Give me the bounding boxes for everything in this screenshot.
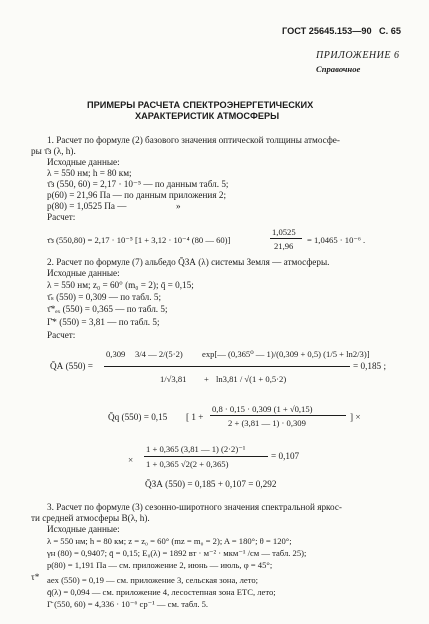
ex1-given-3: p(60) = 21,96 Па — по данным приложения 2;	[47, 190, 226, 200]
ex3-given-label: Исходные данные:	[47, 524, 120, 534]
qq2-times: ×	[128, 455, 134, 465]
qa-num-frac: 3/4 — 2/(5·2)	[135, 349, 183, 359]
ex3-paragraph-line-2: ти средней атмосферы B(λ, h).	[31, 513, 150, 523]
page-number: С. 65	[379, 26, 401, 36]
qq-fraction-bar	[210, 415, 346, 416]
ex2-calc-label: Расчет:	[47, 330, 76, 340]
ex2-given-label: Исходные данные:	[47, 268, 120, 278]
qq-numerator: 0,8 · 0,15 · 0,309 (1 + √0,15)	[212, 404, 313, 414]
ex1-fraction-denominator: 21,96	[274, 241, 294, 251]
ex1-given-2: τ̄з (550, 60) = 2,17 · 10⁻⁵ — по данным табл. 5;	[47, 179, 229, 189]
ex2-given-4: Γ̄* (550) = 3,81 — по табл. 5;	[47, 317, 160, 327]
ex1-fraction-numerator: 1,0525	[272, 227, 296, 237]
ex2-given-3: τ̄*ₑₓ (550) = 0,365 — по табл. 5;	[47, 304, 168, 314]
heading-line-2: ХАРАКТЕРИСТИК АТМОСФЕРЫ	[135, 111, 280, 121]
ex3-paragraph-line-1: 3. Расчет по формуле (3) сезонно-широтного значения спектральной яркос-	[47, 502, 342, 512]
qa-fraction-bar	[104, 366, 350, 367]
ex2-paragraph: 2. Расчет по формуле (7) альбедо Q̄ЗА (λ) системы Земля — атмосферы.	[47, 257, 330, 267]
qa-den-plus: +	[204, 374, 209, 384]
ex1-fraction-bar	[270, 238, 302, 239]
qa-den-a: 1/√3,81	[160, 374, 187, 384]
heading-line-1: ПРИМЕРЫ РАСЧЕТА СПЕКТРОЭНЕРГЕТИЧЕСКИХ	[87, 100, 314, 110]
qa-num-a: 0,309	[106, 349, 126, 359]
qq2-denominator: 1 + 0,365 √2(2 + 0,365)	[146, 459, 229, 469]
ex3-given-5: q̄(λ) = 0,094 — см. приложение 4, лесостепная зона ЕТС, лето;	[47, 587, 276, 597]
qa-result: = 0,185 ;	[353, 361, 386, 371]
ex3-given-6: Γ̄ (550, 60) = 4,336 · 10⁻⁶ ср⁻¹ — см. табл. 5.	[47, 599, 209, 609]
ex3-given-1: λ = 550 нм; h = 80 км; z = z₀ = 60° (mz = m₀ = 2); A = 180°; θ = 120°;	[47, 536, 292, 546]
ex1-calc-label: Расчет:	[47, 212, 76, 222]
qq-denominator: 2 + (3,81 — 1) · 0,309	[228, 418, 306, 428]
ex1-given-4: p(80) = 1,0525 Па —	[47, 201, 127, 211]
standard-number: ГОСТ 25645.153—90	[282, 26, 372, 36]
ex1-formula-right: = 1,0465 · 10⁻⁶ .	[307, 235, 366, 245]
ex1-given-1: λ = 550 нм; h = 80 км;	[47, 168, 132, 178]
qq2-numerator: 1 + 0,365 (3,81 — 1) (2·2)⁻¹	[146, 444, 246, 454]
ex1-formula-left: τ̄з (550,80) = 2,17 · 10⁻⁵ [1 + 3,12 · 10⁻⁴ (80 — 60)]	[47, 235, 231, 245]
ex2-given-2: τ̄ₛ (550) = 0,309 — по табл. 5;	[47, 292, 161, 302]
ex3-given-4-star: τ*	[31, 572, 40, 582]
ex1-paragraph-line-2: ры τ̄з (λ, h).	[31, 146, 76, 156]
qq-bracket-open: [ 1 +	[186, 412, 204, 422]
ex1-given-4-ditto: »	[176, 201, 181, 211]
qq-bracket-close: ] ×	[350, 412, 361, 422]
ex1-given-label: Исходные данные:	[47, 157, 120, 167]
qa-left: Q̄А (550) =	[50, 361, 93, 371]
ex3-given-2: γн (80) = 0,9407; q̄ = 0,15; E₀(λ) = 1892 вт · м⁻² · мкм⁻¹ /см — табл. 25);	[47, 548, 307, 558]
qq-left: Q̄q (550) = 0,15	[108, 412, 168, 422]
ex3-given-3: p(80) = 1,191 Па — см. приложение 2, июнь — июль, φ = 45°;	[47, 560, 273, 570]
qa-den-b: ln3,81 / √(1 + 0,5·2)	[216, 374, 287, 384]
ex3-given-4: aex (550) = 0,19 — см. приложение 3, сельская зона, лето;	[47, 575, 259, 585]
appendix-subtitle: Справочное	[316, 64, 361, 74]
qa-num-exp: exp[— (0,365⁰ — 1)/(0,309 + 0,5) (1/5 + ln2/3)]	[202, 349, 370, 359]
qq2-result: = 0,107	[271, 451, 300, 461]
ex2-given-1: λ = 550 нм; z₀ = 60° (m₀ = 2); q̄ = 0,15;	[47, 280, 194, 290]
appendix-title: ПРИЛОЖЕНИЕ 6	[316, 50, 400, 61]
qza-sum: Q̄ЗА (550) = 0,185 + 0,107 = 0,292	[145, 479, 277, 489]
qq2-fraction-bar	[144, 456, 268, 457]
ex1-paragraph-line-1: 1. Расчет по формуле (2) базового значения оптической толщины атмосфе-	[47, 135, 340, 145]
